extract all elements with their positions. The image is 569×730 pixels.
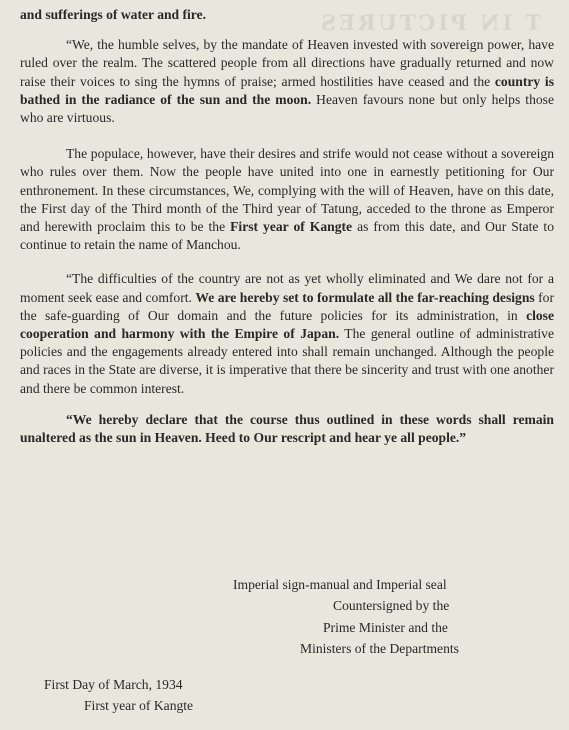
lead-line: and sufferings of water and fire. xyxy=(20,7,207,22)
paragraph-3-emphasis-2: close cooperation and harmony with the Empire of Japan. xyxy=(20,307,554,342)
bleed-through-header: T IN PICTURES xyxy=(318,10,542,35)
paragraph-1-text: “We, the humble selves, by the mandate of Heaven invested with sovereign power, have ruled over the realm. The scattered people from all directions have gradually returned and now raise their voices to sing the hymns of praise; armed hostilities have ceased and the xyxy=(20,37,554,89)
signature-line-1: Imperial sign-manual and Imperial seal xyxy=(233,577,447,592)
paragraph-3 xyxy=(20,270,554,397)
paragraph-1-end: Heaven favours none but only helps those who are virtuous. xyxy=(20,91,554,126)
paragraph-1-emphasis: country is bathed in the radiance of the sun and the moon. xyxy=(20,73,554,107)
signature-line-2: Countersigned by the xyxy=(333,598,450,613)
paragraph-2 xyxy=(20,145,554,254)
paragraph-2-end: as from this date, and Our State to continue to retain the name of Manchou. xyxy=(20,219,554,253)
paragraph-2-emphasis: First year of Kangte xyxy=(230,219,353,235)
era-line: First year of Kangte xyxy=(84,698,194,713)
paragraph-2-text: The populace, however, have their desires and strife would not cease without a sovereign who rules over them. Now the people have united into one in earnestly petitioning for Our enthronement. In these circumstances, We, complying with the will of Heaven, have on this date, the First day of the Third month of the Third year of Tatung, acceded to the throne as Emperor and herewith proclaim this to be the xyxy=(20,146,554,235)
paragraph-3-emphasis-1: We are hereby set to formulate all the far-reaching designs xyxy=(195,289,535,305)
signature-line-3: Prime Minister and the xyxy=(323,620,448,635)
paragraph-3-middle: for the safe-guarding of Our domain and the future policies for its administration, in xyxy=(20,289,554,323)
paragraph-1 xyxy=(20,36,554,127)
body-text xyxy=(20,6,554,447)
paragraph-3-end: The general outline of administrative policies and the engagements already entered into shall remain unchanged. Although the people and races in the State are diverse, it is imperative that there be sincerity and trust with one another and there be common interest. xyxy=(20,326,554,396)
paragraph-3-text: “The difficulties of the country are not as yet wholly eliminated and We dare not for a moment seek ease and comfort. xyxy=(20,271,554,305)
date-line: First Day of March, 1934 xyxy=(44,677,183,692)
paragraph-4: “We hereby declare that the course thus outlined in these words shall remain unaltered as the sun in Heaven. Heed to Our rescript and hear ye all people.” xyxy=(20,411,554,446)
signature-line-4: Ministers of the Departments xyxy=(300,641,459,656)
